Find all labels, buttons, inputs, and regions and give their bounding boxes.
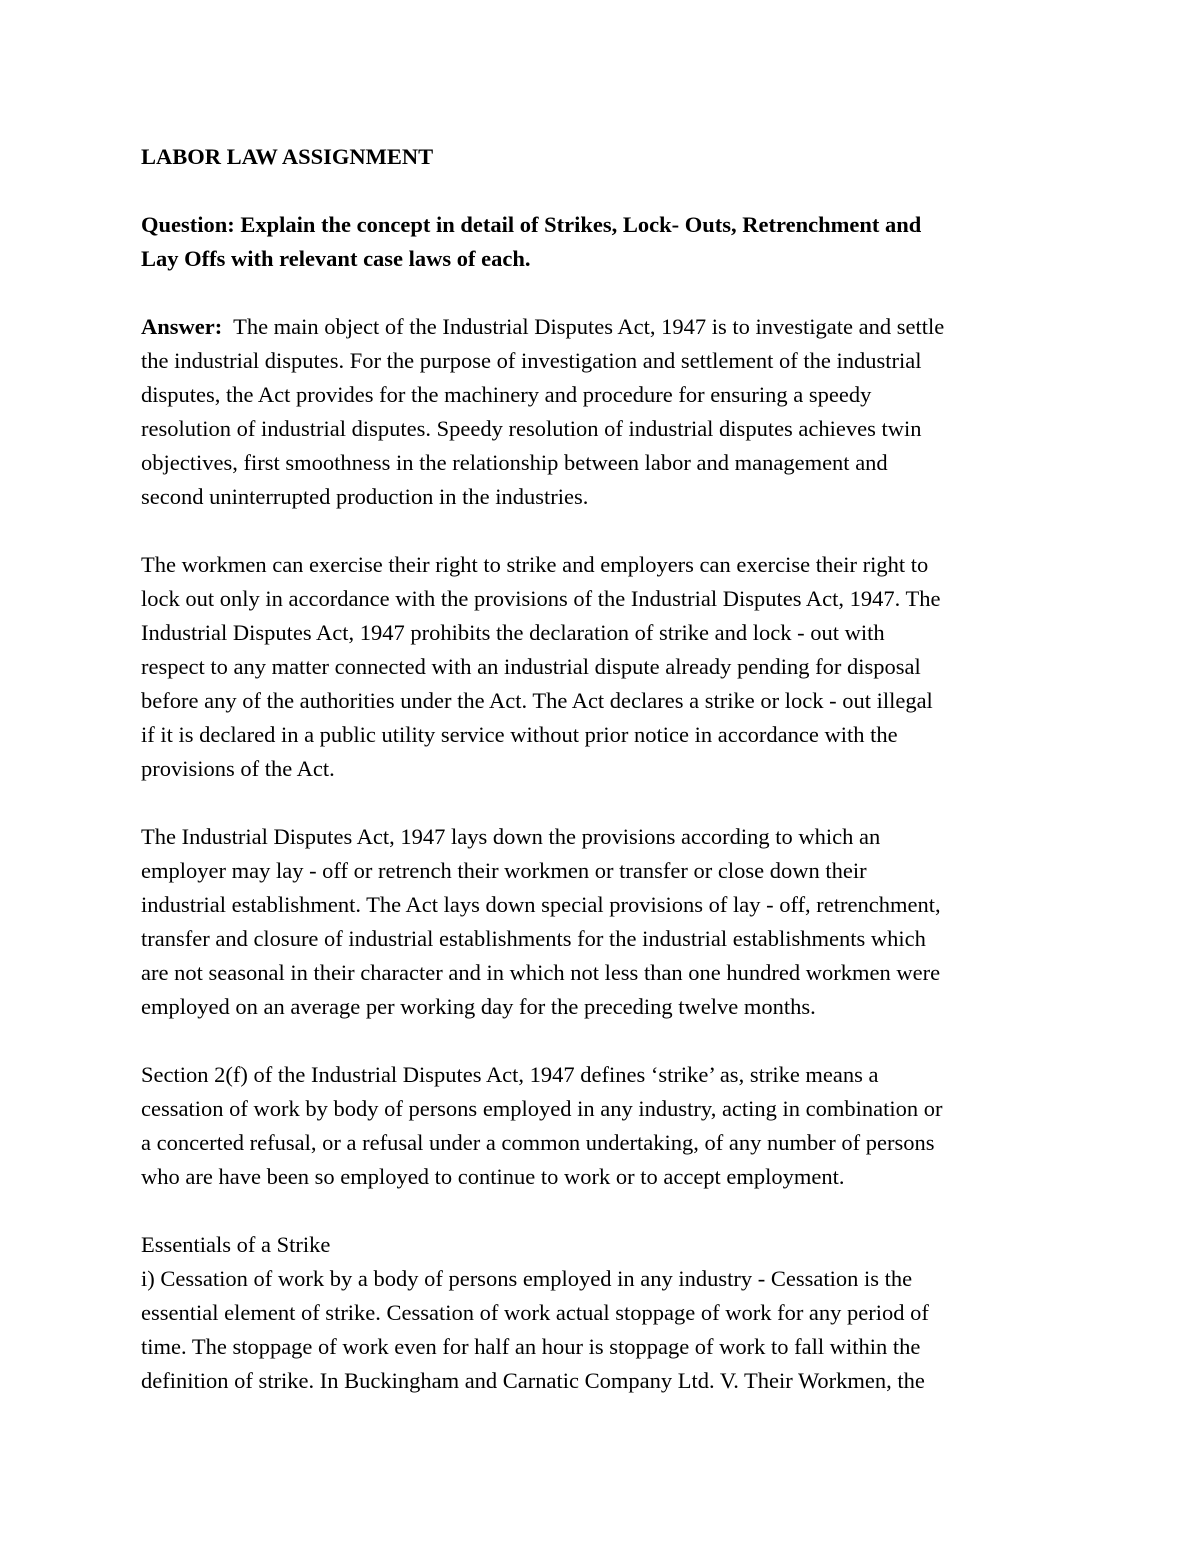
question-line: Question: Explain the concept in detail of Strikes, Lock- Outs, Retrenchment and	[141, 212, 922, 237]
paragraph-line: before any of the authorities under the Act. The Act declares a strike or lock - out illegal	[141, 688, 933, 713]
paragraph-line: if it is declared in a public utility service without prior notice in accordance with the	[141, 722, 898, 747]
section-heading: Essentials of a Strike	[141, 1232, 331, 1257]
paragraph-line: employed on an average per working day for the preceding twelve months.	[141, 994, 816, 1019]
paragraph-line: definition of strike. In Buckingham and Carnatic Company Ltd. V. Their Workmen, the	[141, 1368, 925, 1393]
paragraph-line: time. The stoppage of work even for half an hour is stoppage of work to fall within the	[141, 1334, 921, 1359]
paragraph-line: Industrial Disputes Act, 1947 prohibits the declaration of strike and lock - out with	[141, 620, 885, 645]
paragraph-line: The Industrial Disputes Act, 1947 lays down the provisions according to which an	[141, 824, 881, 849]
answer-line: second uninterrupted production in the industries.	[141, 484, 589, 509]
paragraph-line: industrial establishment. The Act lays down special provisions of lay - off, retrenchment,	[141, 892, 941, 917]
paragraph-line: Section 2(f) of the Industrial Disputes Act, 1947 defines ‘strike’ as, strike means a	[141, 1062, 879, 1087]
answer-label: Answer:	[141, 314, 223, 339]
answer-line: objectives, first smoothness in the relationship between labor and management and	[141, 450, 888, 475]
answer-line: resolution of industrial disputes. Speedy resolution of industrial disputes achieves twin	[141, 416, 922, 441]
answer-line: the industrial disputes. For the purpose of investigation and settlement of the industrial	[141, 348, 922, 373]
answer-first-line	[141, 310, 1061, 344]
paragraph-line: essential element of strike. Cessation of work actual stoppage of work for any period of	[141, 1300, 929, 1325]
question-paragraph	[141, 208, 1061, 276]
answer-line: disputes, the Act provides for the machinery and procedure for ensuring a speedy	[141, 382, 872, 407]
answer-first-line-text: The main object of the Industrial Disputes Act, 1947 is to investigate and settle	[222, 314, 945, 339]
answer-paragraph	[141, 310, 1061, 514]
paragraph-line: a concerted refusal, or a refusal under a common undertaking, of any number of persons	[141, 1130, 935, 1155]
paragraph-line: provisions of the Act.	[141, 756, 335, 781]
paragraph-line: lock out only in accordance with the provisions of the Industrial Disputes Act, 1947. The	[141, 586, 941, 611]
layoff-retrenchment-paragraph	[141, 820, 1061, 1024]
paragraph-line: cessation of work by body of persons employed in any industry, acting in combination or	[141, 1096, 943, 1121]
document-body	[141, 140, 1061, 1398]
paragraph-line: transfer and closure of industrial establishments for the industrial establishments which	[141, 926, 926, 951]
paragraph-line: employer may lay - off or retrench their workmen or transfer or close down their	[141, 858, 867, 883]
paragraph-line: i) Cessation of work by a body of persons employed in any industry - Cessation is the	[141, 1266, 913, 1291]
strike-lockout-paragraph	[141, 548, 1061, 786]
paragraph-line: who are have been so employed to continue to work or to accept employment.	[141, 1164, 845, 1189]
paragraph-line: The workmen can exercise their right to strike and employers can exercise their right to	[141, 552, 929, 577]
essentials-paragraph	[141, 1228, 1061, 1398]
paragraph-line: respect to any matter connected with an industrial dispute already pending for disposal	[141, 654, 921, 679]
question-line: Lay Offs with relevant case laws of each.	[141, 246, 531, 271]
strike-definition-paragraph	[141, 1058, 1061, 1194]
paragraph-line: are not seasonal in their character and in which not less than one hundred workmen were	[141, 960, 941, 985]
document-title: LABOR LAW ASSIGNMENT	[141, 144, 434, 169]
